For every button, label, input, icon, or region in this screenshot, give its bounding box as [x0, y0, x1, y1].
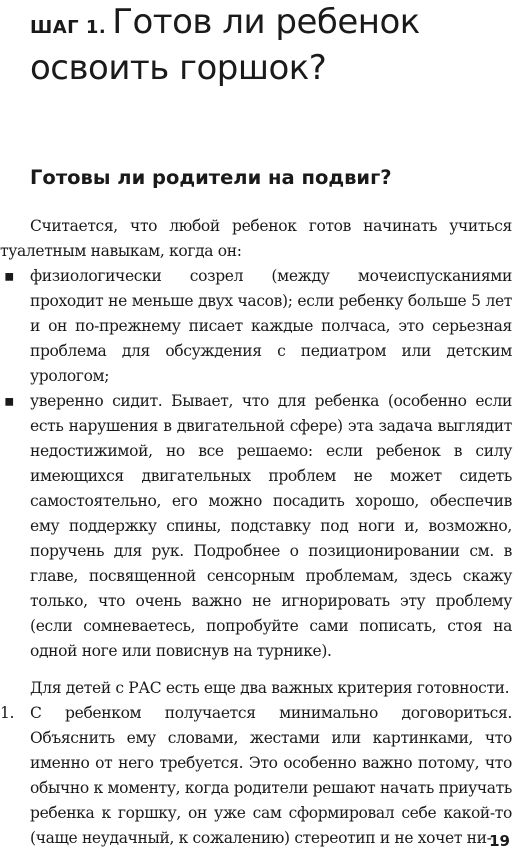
chapter-title: Готов ли ребенок освоить горшок?	[30, 2, 420, 88]
readiness-list	[0, 264, 520, 664]
criteria-list	[0, 701, 520, 851]
list-item	[0, 389, 520, 664]
body-text	[0, 214, 520, 851]
intro-paragraph: Считается, что любой ребенок готов начинать учиться туалетным навыкам, когда он:	[0, 217, 512, 260]
list-item	[0, 701, 520, 851]
page-number: 19	[489, 832, 510, 850]
section-title: Готовы ли родители на подвиг?	[30, 166, 392, 189]
step-label: ШАГ 1.	[30, 17, 107, 38]
list-item-text: С ребенком получается минимально договориться. Объяснить ему словами, жестами или картинками, что именно от него требуется. Это особенно важно потому, что обычно к моменту, когда родители решают начать приучать ребенка к горшку, он уже сам сформировал себе какой-то (чаще неудачный, к сожалению) стереотип и не хочет ни-	[30, 704, 512, 847]
list-item-text: уверенно сидит. Бывает, что для ребенка (особенно если есть нарушения в двигательной сфере) эта задача выглядит недостижимой, но все решаемо: если ребенок в силу имеющихся двигательных проблем не может сидеть самостоятельно, его можно посадить хорошо, обеспечив ему поддержку спины, подставку под ноги и, возможно, поручень для рук. Подробнее о позиционировании см. в главе, посвященной сенсорным проблемам, здесь скажу только, что очень важно не игнорировать эту проблему (если сомневаетесь, попробуйте сами пописать, стоя на одной ноге или повиснув на турнике).	[30, 392, 512, 660]
list-number: 1.	[0, 704, 15, 722]
bullet-marker: ▪	[4, 392, 15, 410]
list-item	[0, 264, 520, 389]
asd-criteria-intro: Для детей с РАС есть еще два важных критерия готовности.	[30, 679, 510, 697]
list-item-text: физиологически созрел (между мочеиспусканиями проходит не меньше двух часов); если ребенку больше 5 лет и он по-прежнему писает каждые полчаса, это серьезная проблема для обсуждения с педиатром или детским урологом;	[30, 267, 512, 385]
bullet-marker: ▪	[4, 267, 15, 285]
chapter-heading	[30, 2, 500, 89]
